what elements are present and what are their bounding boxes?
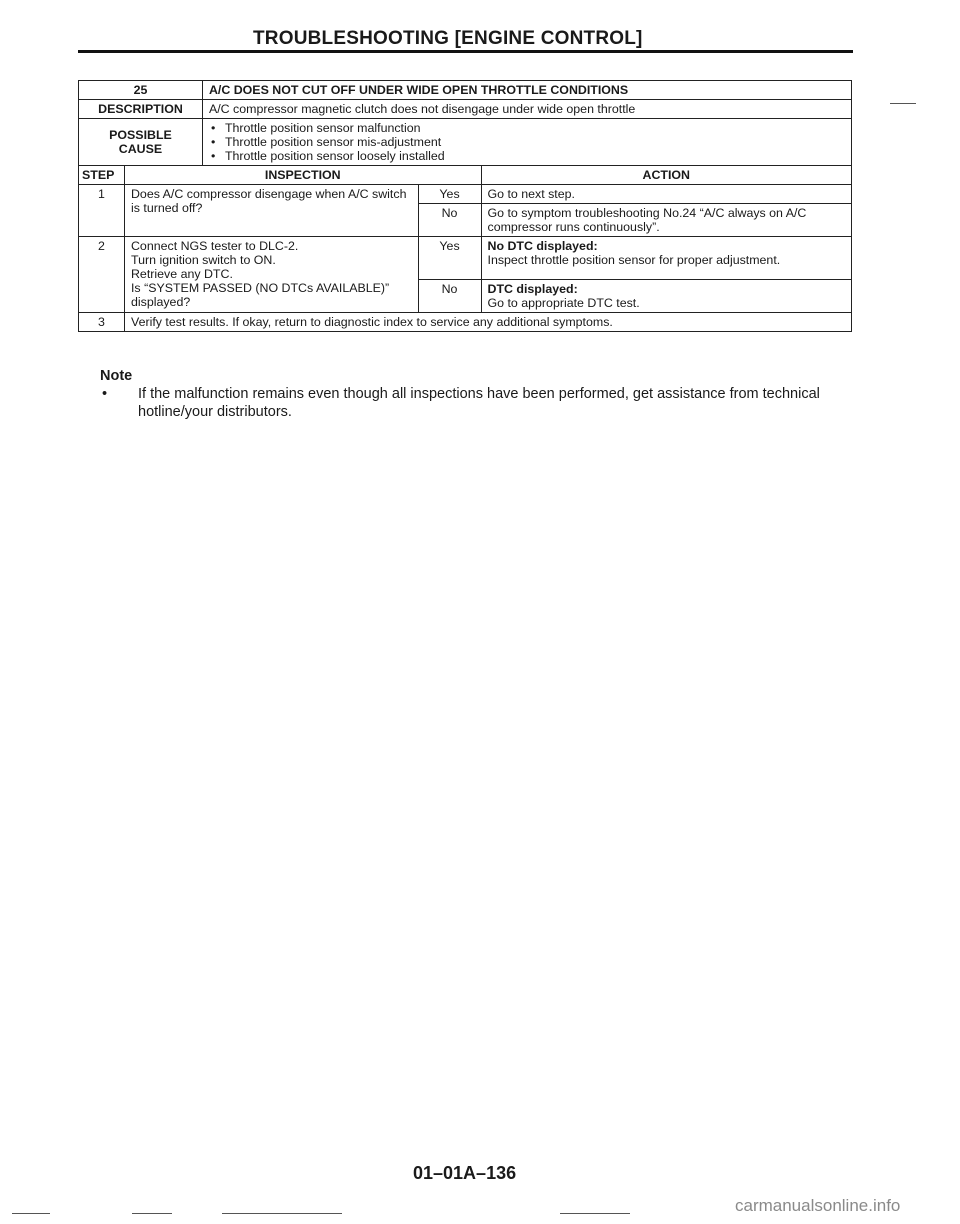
inspection-column-header: INSPECTION <box>124 166 481 185</box>
inspection-line: Connect NGS tester to DLC-2. <box>130 239 299 253</box>
step-column-header: STEP <box>79 166 125 185</box>
no-action: Go to symptom troubleshooting No.24 “A/C always on A/C compressor runs continuously”. <box>481 204 852 237</box>
possible-cause-label-line: CAUSE <box>118 142 163 156</box>
scan-artifact <box>132 1213 172 1214</box>
inspection-line: Turn ignition switch to ON. <box>130 253 276 267</box>
yes-label: Yes <box>418 185 481 204</box>
yes-action: Go to next step. <box>481 185 852 204</box>
inspection-line: Retrieve any DTC. <box>130 267 233 281</box>
step-inspection: Verify test results. If okay, return to diagnostic index to service any additional symptoms. <box>124 313 851 332</box>
description-label: DESCRIPTION <box>79 100 203 119</box>
description-row <box>79 100 852 119</box>
possible-cause-label-line: POSSIBLE <box>109 128 172 142</box>
scan-artifact <box>222 1213 342 1214</box>
column-header-row <box>79 166 852 185</box>
title-rule <box>78 50 853 53</box>
troubleshooting-number: 25 <box>79 81 203 100</box>
page-title: TROUBLESHOOTING [ENGINE CONTROL] <box>253 28 643 49</box>
note-section <box>100 367 838 421</box>
scan-artifact <box>560 1213 630 1214</box>
step-number: 2 <box>79 237 125 313</box>
action-title: DTC displayed: <box>487 282 578 296</box>
yes-action <box>481 237 852 280</box>
no-action <box>481 280 852 313</box>
no-label: No <box>418 204 481 237</box>
possible-cause-list-cell <box>202 119 851 166</box>
possible-cause-label <box>79 119 203 166</box>
watermark: carmanualsonline.info <box>735 1196 901 1215</box>
action-text: Inspect throttle position sensor for proper adjustment. <box>487 253 781 267</box>
table-row <box>79 185 852 204</box>
description-text: A/C compressor magnetic clutch does not disengage under wide open throttle <box>202 100 851 119</box>
note-title: Note <box>100 368 133 384</box>
troubleshooting-heading: A/C DOES NOT CUT OFF UNDER WIDE OPEN THROTTLE CONDITIONS <box>202 81 851 100</box>
inspection-line: Is “SYSTEM PASSED (NO DTCs AVAILABLE)” displayed? <box>130 281 390 309</box>
scan-artifact <box>12 1213 50 1214</box>
possible-cause-list <box>209 121 845 163</box>
list-item: • Throttle position sensor loosely installed <box>209 149 845 163</box>
step-number: 3 <box>79 313 125 332</box>
table-header-row <box>79 81 852 100</box>
action-column-header: ACTION <box>481 166 852 185</box>
possible-cause-row <box>79 119 852 166</box>
troubleshooting-table <box>78 80 852 332</box>
scan-artifact <box>890 103 916 104</box>
bullet-icon: • <box>102 386 108 402</box>
yes-label: Yes <box>418 237 481 280</box>
step-number: 1 <box>79 185 125 237</box>
list-item: • Throttle position sensor mis-adjustment <box>209 135 845 149</box>
action-title: No DTC displayed: <box>487 239 598 253</box>
step-inspection: Does A/C compressor disengage when A/C switch is turned off? <box>124 185 418 237</box>
no-label: No <box>418 280 481 313</box>
note-text: If the malfunction remains even though all inspections have been performed, get assistance from technical hotline/your distributors. <box>138 386 820 420</box>
action-text: Go to appropriate DTC test. <box>487 296 640 310</box>
note-item <box>100 385 838 421</box>
table-row <box>79 313 852 332</box>
table-row <box>79 237 852 280</box>
page-number: 01–01A–136 <box>413 1163 517 1183</box>
step-inspection <box>124 237 418 313</box>
list-item: • Throttle position sensor malfunction <box>209 121 845 135</box>
